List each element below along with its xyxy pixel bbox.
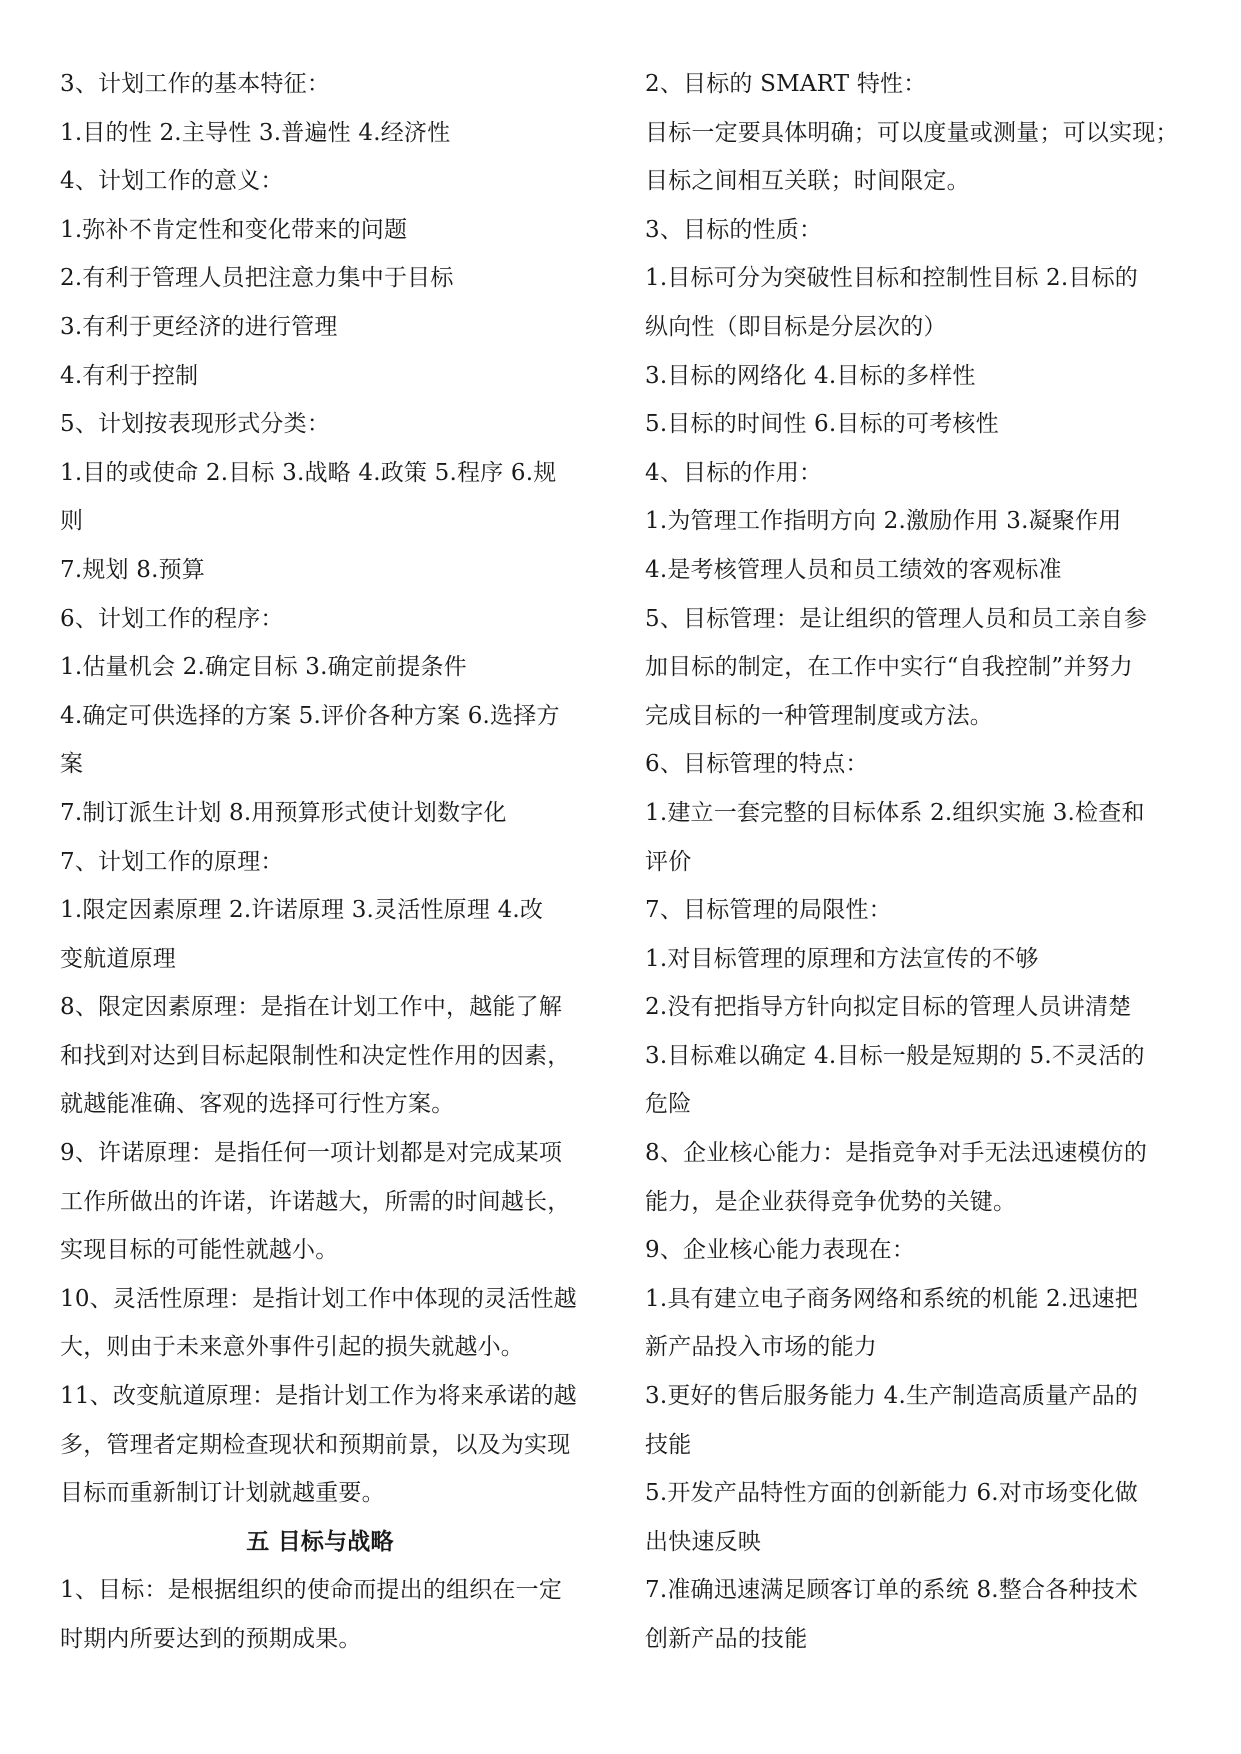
text-line: 3、目标的性质：	[645, 216, 823, 243]
text-line: 加目标的制定，在工作中实行“自我控制”并努力	[645, 654, 1133, 681]
text-line: 4、目标的作用：	[645, 459, 823, 486]
text-line: 变航道原理	[60, 945, 176, 972]
text-line: 多，管理者定期检查现状和预期前景，以及为实现	[60, 1431, 571, 1458]
text-line: 3.目标难以确定 4.目标一般是短期的 5.不灵活的	[645, 1042, 1145, 1069]
text-line: 7、目标管理的局限性：	[645, 897, 892, 924]
text-line: 1.具有建立电子商务网络和系统的机能 2.迅速把	[645, 1285, 1138, 1312]
text-line: 1.目标可分为突破性目标和控制性目标 2.目标的	[645, 265, 1138, 292]
text-line: 9、许诺原理：是指任何一项计划都是对完成某项	[60, 1140, 563, 1167]
text-line: 能力，是企业获得竞争优势的关键。	[645, 1188, 1017, 1215]
text-line: 7.准确迅速满足顾客订单的系统 8.整合各种技术	[645, 1577, 1138, 1604]
text-line: 9、企业核心能力表现在：	[645, 1237, 916, 1264]
text-line: 7.规划 8.预算	[60, 556, 205, 583]
section-heading: 五 目标与战略	[246, 1527, 394, 1555]
text-line: 实现目标的可能性就越小。	[60, 1237, 339, 1264]
text-line: 5、计划按表现形式分类：	[60, 411, 331, 438]
text-line: 新产品投入市场的能力	[645, 1334, 877, 1361]
text-line: 案	[60, 751, 84, 778]
text-line: 目标而重新制订计划就越重要。	[60, 1480, 385, 1507]
text-line: 则	[60, 508, 84, 535]
text-line: 创新产品的技能	[645, 1626, 808, 1652]
text-line: 3.更好的售后服务能力 4.生产制造高质量产品的	[645, 1383, 1138, 1410]
text-line: 1、目标：是根据组织的使命而提出的组织在一定	[60, 1577, 563, 1604]
text-line: 1.对目标管理的原理和方法宣传的不够	[645, 945, 1039, 972]
text-line: 危险	[645, 1091, 692, 1118]
text-line: 2.有利于管理人员把注意力集中于目标	[60, 265, 454, 292]
text-line: 2、目标的 SMART 特性：	[645, 71, 927, 97]
text-line: 和找到对达到目标起限制性和决定性作用的因素，	[60, 1042, 571, 1069]
text-line: 6、计划工作的程序：	[60, 605, 284, 632]
text-line: 1.目的或使命 2.目标 3.战略 4.政策 5.程序 6.规	[60, 459, 557, 486]
text-line: 1.建立一套完整的目标体系 2.组织实施 3.检查和	[645, 799, 1145, 826]
text-line: 1.目的性 2.主导性 3.普遍性 4.经济性	[60, 119, 451, 146]
text-line: 就越能准确、客观的选择可行性方案。	[60, 1091, 455, 1118]
text-line: 评价	[645, 848, 692, 875]
text-line: 7.制订派生计划 8.用预算形式使计划数字化	[60, 799, 507, 826]
text-line: 目标之间相互关联；时间限定。	[645, 168, 970, 195]
text-line: 目标一定要具体明确；可以度量或测量；可以实现；	[645, 119, 1179, 146]
text-line: 1.限定因素原理 2.许诺原理 3.灵活性原理 4.改	[60, 897, 544, 924]
text-line: 4、计划工作的意义：	[60, 168, 284, 195]
text-line: 3、计划工作的基本特征：	[60, 71, 331, 97]
text-line: 2.没有把指导方针向拟定目标的管理人员讲清楚	[645, 994, 1132, 1021]
text-line: 4.有利于控制	[60, 362, 199, 389]
left-column	[60, 60, 620, 1664]
text-line: 1.弥补不肯定性和变化带来的问题	[60, 216, 408, 243]
text-line: 10、灵活性原理：是指计划工作中体现的灵活性越	[60, 1285, 577, 1312]
text-line: 时期内所要达到的预期成果。	[60, 1626, 362, 1652]
text-line: 完成目标的一种管理制度或方法。	[645, 702, 993, 729]
text-line: 5、目标管理：是让组织的管理人员和员工亲自参	[645, 605, 1148, 632]
text-line: 工作所做出的许诺，许诺越大，所需的时间越长，	[60, 1188, 571, 1215]
text-line: 纵向性（即目标是分层次的）	[645, 313, 947, 340]
text-line: 6、目标管理的特点：	[645, 751, 869, 778]
text-line: 1.为管理工作指明方向 2.激励作用 3.凝聚作用	[645, 508, 1122, 535]
text-line: 出快速反映	[645, 1528, 761, 1555]
text-line: 7、计划工作的原理：	[60, 848, 284, 875]
text-line: 5.目标的时间性 6.目标的可考核性	[645, 411, 999, 438]
text-line: 5.开发产品特性方面的创新能力 6.对市场变化做	[645, 1480, 1138, 1507]
text-line: 8、企业核心能力：是指竞争对手无法迅速模仿的	[645, 1140, 1148, 1167]
right-column	[645, 60, 1205, 1664]
text-line: 技能	[645, 1431, 692, 1458]
text-line: 3.有利于更经济的进行管理	[60, 313, 338, 340]
text-line: 4.是考核管理人员和员工绩效的客观标准	[645, 556, 1062, 583]
text-line: 大，则由于未来意外事件引起的损失就越小。	[60, 1334, 524, 1361]
text-line: 3.目标的网络化 4.目标的多样性	[645, 362, 976, 389]
text-line: 1.估量机会 2.确定目标 3.确定前提条件	[60, 654, 467, 681]
text-line: 4.确定可供选择的方案 5.评价各种方案 6.选择方	[60, 702, 560, 729]
text-line: 8、限定因素原理：是指在计划工作中，越能了解	[60, 994, 563, 1021]
text-line: 11、改变航道原理：是指计划工作为将来承诺的越	[60, 1383, 577, 1410]
